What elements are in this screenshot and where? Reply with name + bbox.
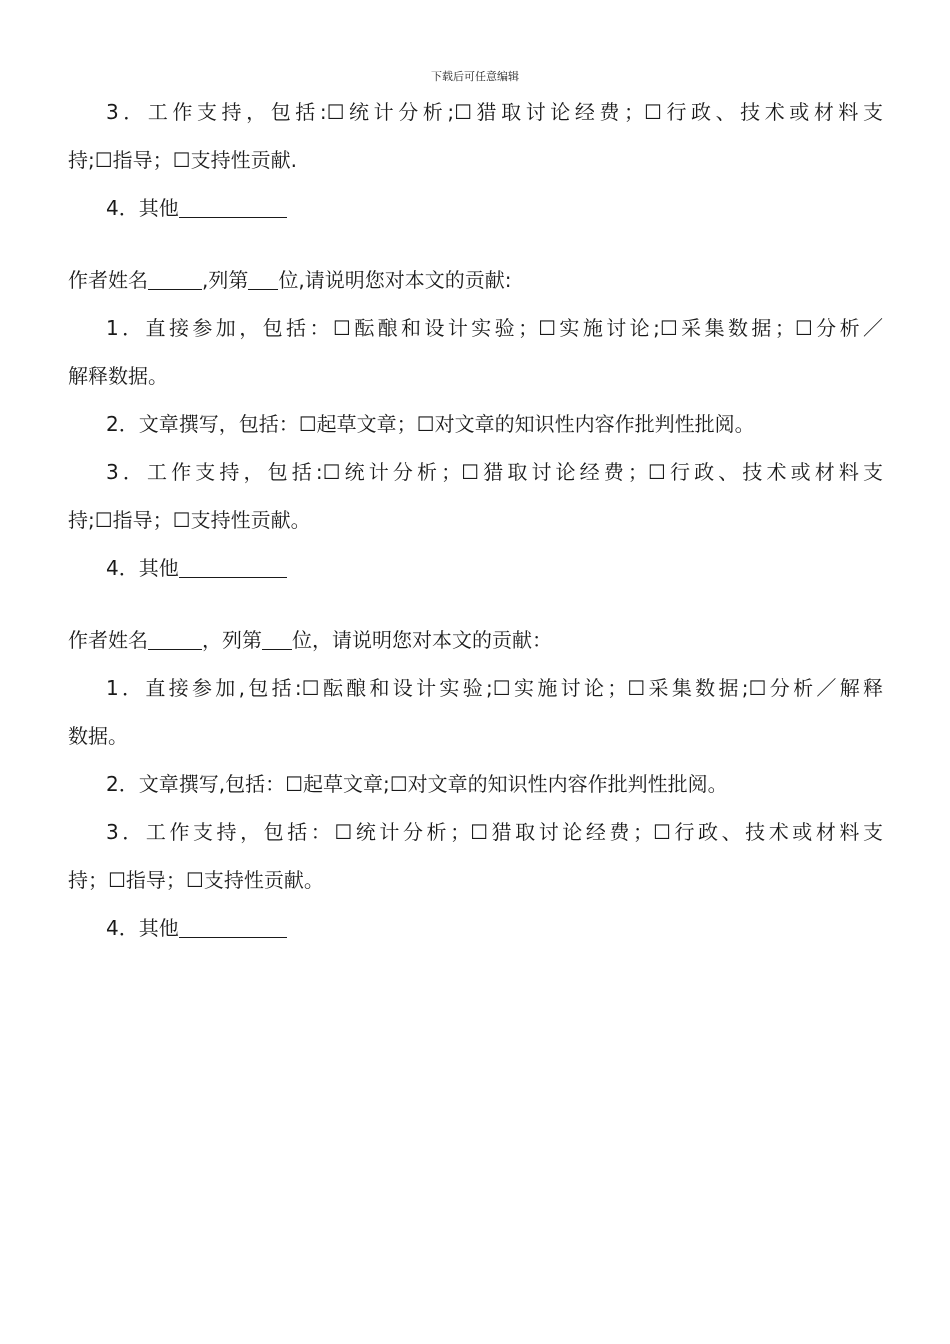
- direct-participation-line-cont: 数据。: [68, 724, 128, 748]
- author-contribution-prompt: 位，请说明您对本文的贡献：: [292, 628, 552, 652]
- work-support-line: 3．工作支持，包括:☐统计分析；☐猎取讨论经费；☐行政、技术或材料支: [106, 460, 883, 484]
- other-line: [68, 904, 883, 952]
- author-position-label: ,列第: [202, 268, 249, 292]
- other-label: 4．其他: [106, 916, 179, 940]
- contribution-block: [68, 616, 883, 952]
- other-label: 4．其他: [106, 556, 179, 580]
- document-body: [68, 88, 883, 952]
- author-position-blank[interactable]: [262, 631, 292, 650]
- writing-line: 2．文章撰写,包括：☐起草文章;☐对文章的知识性内容作批判性批阅。: [106, 772, 728, 796]
- direct-participation-line-cont: 解释数据。: [68, 364, 168, 388]
- other-label: 4．其他: [106, 196, 179, 220]
- direct-participation-line: 1．直接参加，包括：☐酝酿和设计实验；☐实施讨论;☐采集数据；☐分析／: [106, 316, 883, 340]
- author-line: [68, 616, 883, 664]
- contribution-block: [68, 88, 883, 232]
- work-support-line: 3．工作支持，包括：☐统计分析；☐猎取讨论经费；☐行政、技术或材料支: [106, 820, 883, 844]
- work-support-line-cont: 持；☐指导；☐支持性贡献。: [68, 868, 324, 892]
- other-blank[interactable]: [179, 919, 287, 938]
- author-contribution-prompt: 位,请说明您对本文的贡献:: [278, 268, 512, 292]
- work-support-line-cont: 持;☐指导；☐支持性贡献.: [68, 148, 297, 172]
- work-support-line-cont: 持;☐指导；☐支持性贡献。: [68, 508, 311, 532]
- other-line: [68, 544, 883, 592]
- author-position-blank[interactable]: [248, 271, 278, 290]
- author-name-label: 作者姓名: [68, 628, 148, 652]
- other-line: [68, 184, 883, 232]
- author-name-blank[interactable]: [148, 631, 202, 650]
- work-support-line: 3．工作支持，包括:☐统计分析;☐猎取讨论经费；☐行政、技术或材料支: [106, 100, 883, 124]
- contribution-block: [68, 256, 883, 592]
- other-blank[interactable]: [179, 559, 287, 578]
- author-position-label: ，列第: [202, 628, 262, 652]
- author-name-blank[interactable]: [148, 271, 202, 290]
- other-blank[interactable]: [179, 199, 287, 218]
- writing-line: 2．文章撰写，包括：☐起草文章；☐对文章的知识性内容作批判性批阅。: [106, 412, 755, 436]
- author-name-label: 作者姓名: [68, 268, 148, 292]
- page-header: 下载后可任意编辑: [431, 70, 519, 83]
- author-line: [68, 256, 883, 304]
- direct-participation-line: 1．直接参加,包括:☐酝酿和设计实验;☐实施讨论；☐采集数据;☐分析／解释: [106, 676, 883, 700]
